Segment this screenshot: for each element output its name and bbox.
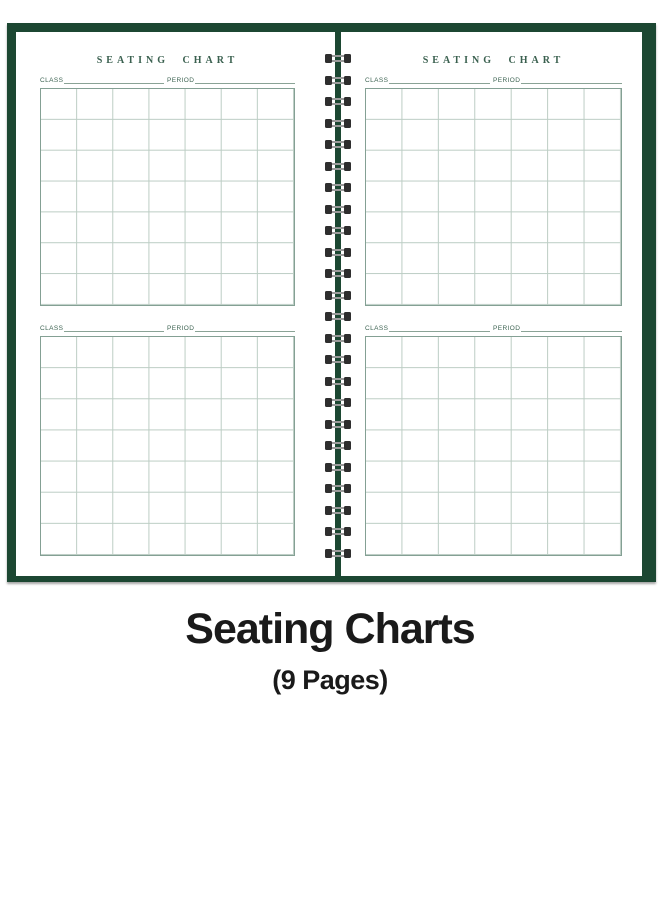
- spiral-coil: [325, 76, 351, 85]
- spiral-coil: [325, 205, 351, 214]
- spiral-coil: [325, 97, 351, 106]
- notebook-cover: [7, 23, 656, 582]
- class-label: CLASS: [365, 324, 389, 332]
- right-page: [365, 32, 622, 576]
- spiral-coil: [325, 183, 351, 192]
- class-blank-line: [64, 331, 164, 332]
- spiral-coil: [325, 312, 351, 321]
- spiral-coil: [325, 549, 351, 558]
- period-blank-line: [521, 83, 622, 84]
- spiral-coil: [325, 269, 351, 278]
- class-label: CLASS: [365, 76, 389, 84]
- period-blank-line: [195, 331, 295, 332]
- period-label: PERIOD: [167, 324, 195, 332]
- spiral-coil: [325, 506, 351, 515]
- caption: [0, 605, 660, 695]
- period-label: PERIOD: [493, 324, 521, 332]
- spiral-binding: [325, 54, 351, 558]
- caption-subtitle: (9 Pages): [272, 665, 388, 695]
- spiral-coil: [325, 54, 351, 63]
- class-period-row: [40, 323, 295, 332]
- class-period-row: [40, 75, 295, 84]
- seating-grid: [365, 88, 622, 306]
- class-period-row: [365, 323, 622, 332]
- period-label: PERIOD: [493, 76, 521, 84]
- left-page: [40, 32, 295, 576]
- spiral-coil: [325, 334, 351, 343]
- spiral-coil: [325, 226, 351, 235]
- spiral-coil: [325, 248, 351, 257]
- class-label: CLASS: [40, 324, 64, 332]
- spiral-coil: [325, 140, 351, 149]
- spiral-coil: [325, 377, 351, 386]
- spiral-coil: [325, 291, 351, 300]
- caption-title: Seating Charts: [185, 605, 475, 653]
- spiral-coil: [325, 441, 351, 450]
- spiral-coil: [325, 527, 351, 536]
- class-label: CLASS: [40, 76, 64, 84]
- spiral-coil: [325, 398, 351, 407]
- class-blank-line: [389, 83, 490, 84]
- spiral-coil: [325, 355, 351, 364]
- class-blank-line: [389, 331, 490, 332]
- spiral-coil: [325, 162, 351, 171]
- class-period-row: [365, 75, 622, 84]
- notebook-paper: [16, 32, 642, 576]
- class-blank-line: [64, 83, 164, 84]
- period-blank-line: [521, 331, 622, 332]
- page-title: SEATING CHART: [422, 55, 565, 66]
- period-blank-line: [195, 83, 295, 84]
- spiral-coil: [325, 119, 351, 128]
- spiral-coil: [325, 463, 351, 472]
- seating-grid: [40, 88, 295, 306]
- seating-grid: [365, 336, 622, 556]
- seating-grid: [40, 336, 295, 556]
- spiral-coil: [325, 420, 351, 429]
- spiral-coil: [325, 484, 351, 493]
- period-label: PERIOD: [167, 76, 195, 84]
- page-title: SEATING CHART: [96, 55, 239, 66]
